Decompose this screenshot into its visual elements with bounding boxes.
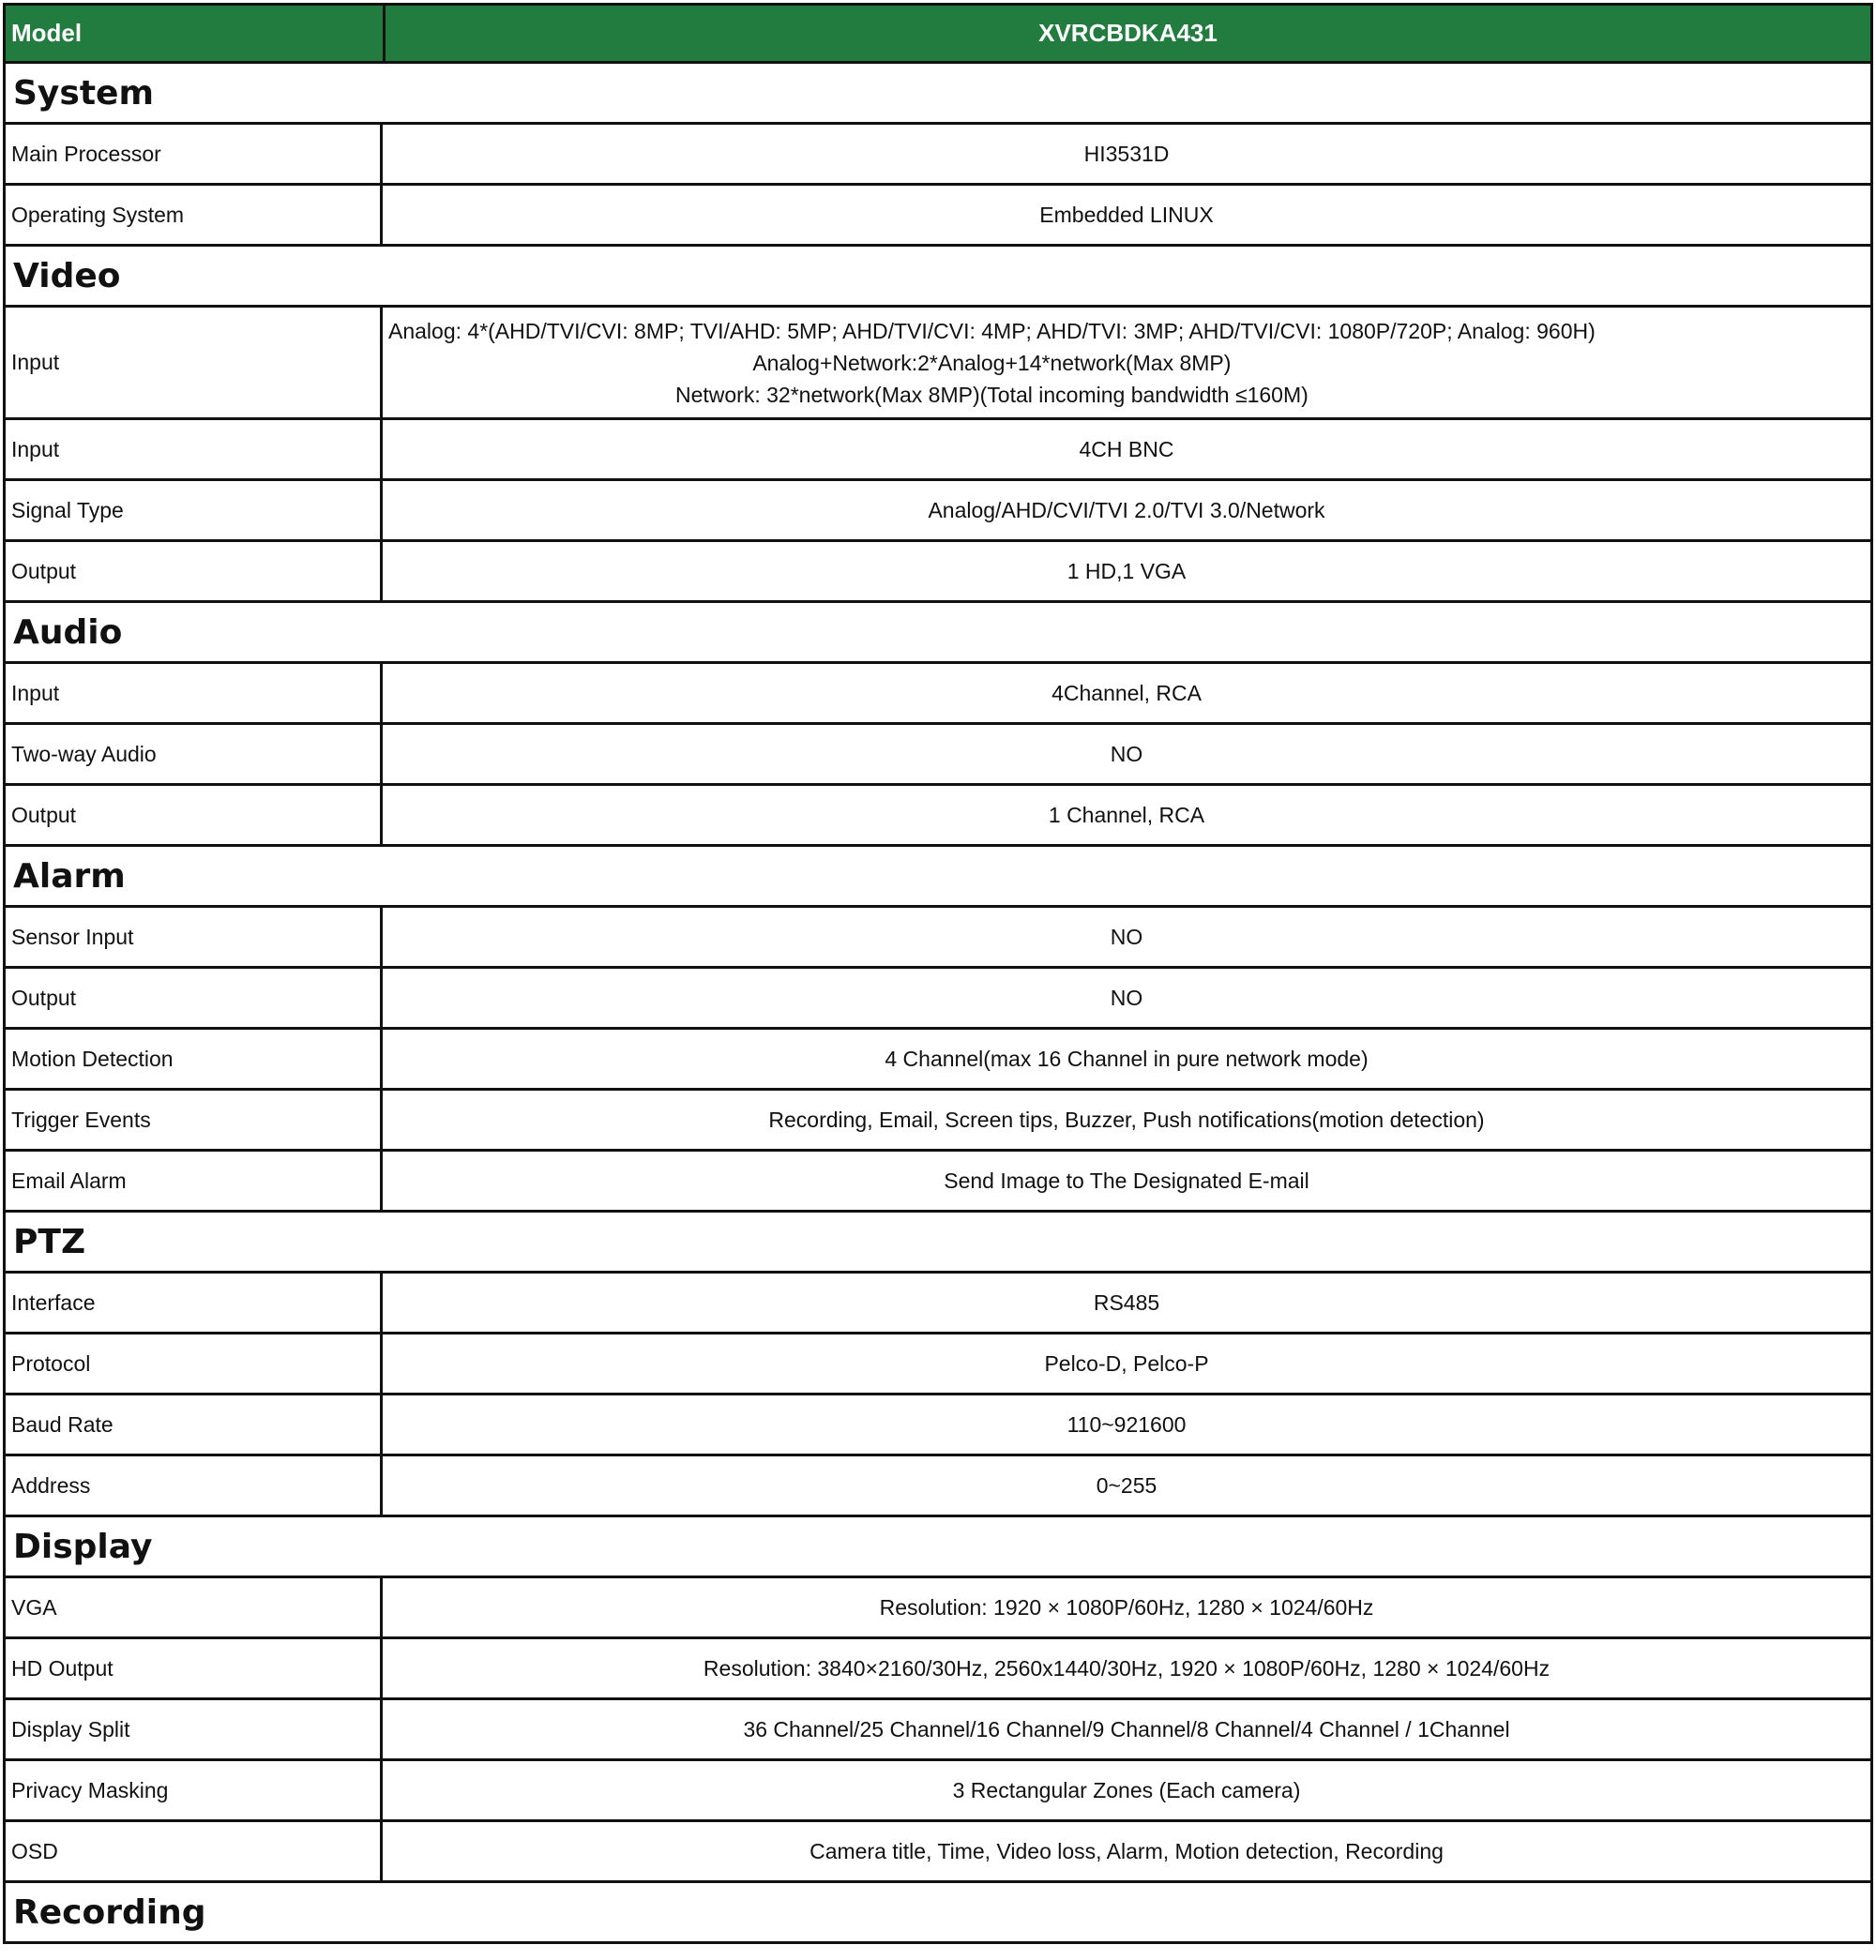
table-row bbox=[3, 125, 1873, 186]
table-row bbox=[3, 1152, 1873, 1213]
row-label: Output bbox=[3, 969, 383, 1027]
row-label: Two-way Audio bbox=[3, 725, 383, 783]
table-row bbox=[3, 1822, 1873, 1883]
row-label: Sensor Input bbox=[3, 908, 383, 966]
model-label: Model bbox=[6, 6, 386, 61]
row-value: Analog/AHD/CVI/TVI 2.0/TVI 3.0/Network bbox=[383, 481, 1873, 539]
row-label: Trigger Events bbox=[3, 1091, 383, 1149]
row-value: 36 Channel/25 Channel/16 Channel/9 Channel/8 Channel/4 Channel / 1Channel bbox=[383, 1700, 1873, 1758]
row-label: Input bbox=[3, 308, 383, 417]
table-row bbox=[3, 1395, 1873, 1456]
row-value: 3 Rectangular Zones (Each camera) bbox=[383, 1761, 1873, 1819]
table-row bbox=[3, 786, 1873, 847]
row-value: 4 Channel(max 16 Channel in pure network mode) bbox=[383, 1030, 1873, 1088]
row-value: Send Image to The Designated E-mail bbox=[383, 1152, 1873, 1210]
row-label: VGA bbox=[3, 1578, 383, 1636]
row-value: Resolution: 3840×2160/30Hz, 2560x1440/30Hz, 1920 × 1080P/60Hz, 1280 × 1024/60Hz bbox=[383, 1639, 1873, 1697]
row-value: Embedded LINUX bbox=[383, 186, 1873, 244]
section-ptz: PTZ bbox=[3, 1213, 1873, 1274]
table-row bbox=[3, 420, 1873, 481]
table-row bbox=[3, 1761, 1873, 1822]
row-label: Address bbox=[3, 1456, 383, 1515]
section-audio: Audio bbox=[3, 603, 1873, 664]
row-value: 1 HD,1 VGA bbox=[383, 542, 1873, 600]
multiline-value bbox=[388, 319, 1596, 407]
table-row bbox=[3, 308, 1873, 420]
table-row bbox=[3, 542, 1873, 603]
row-value: 4Channel, RCA bbox=[383, 664, 1873, 722]
table-row bbox=[3, 969, 1873, 1030]
row-value: NO bbox=[383, 908, 1873, 966]
table-row bbox=[3, 664, 1873, 725]
row-value: HI3531D bbox=[383, 125, 1873, 183]
row-label: Email Alarm bbox=[3, 1152, 383, 1210]
row-value: 0~255 bbox=[383, 1456, 1873, 1515]
row-value: 4CH BNC bbox=[383, 420, 1873, 478]
row-label: Input bbox=[3, 420, 383, 478]
table-row bbox=[3, 1030, 1873, 1091]
row-value bbox=[383, 308, 1873, 417]
section-alarm: Alarm bbox=[3, 847, 1873, 908]
row-value: Camera title, Time, Video loss, Alarm, Motion detection, Recording bbox=[383, 1822, 1873, 1880]
row-label: OSD bbox=[3, 1822, 383, 1880]
table-row bbox=[3, 481, 1873, 542]
row-label: Output bbox=[3, 786, 383, 844]
table-row bbox=[3, 1334, 1873, 1395]
table-row bbox=[3, 1456, 1873, 1517]
value-line: Analog: 4*(AHD/TVI/CVI: 8MP; TVI/AHD: 5MP; AHD/TVI/CVI: 4MP; AHD/TVI: 3MP; AHD/TVI/CVI: 1080P/720P; Analog: 960H) bbox=[388, 318, 1596, 343]
table-row bbox=[3, 725, 1873, 786]
row-value: NO bbox=[383, 725, 1873, 783]
section-recording: Recording bbox=[3, 1883, 1873, 1944]
row-label: Display Split bbox=[3, 1700, 383, 1758]
value-line: Network: 32*network(Max 8MP)(Total incoming bandwidth ≤160M) bbox=[674, 382, 1309, 407]
row-value: NO bbox=[383, 969, 1873, 1027]
table-row bbox=[3, 1639, 1873, 1700]
row-label: Operating System bbox=[3, 186, 383, 244]
row-label: Interface bbox=[3, 1274, 383, 1332]
table-row bbox=[3, 1274, 1873, 1334]
row-label: Output bbox=[3, 542, 383, 600]
row-value: Recording, Email, Screen tips, Buzzer, Push notifications(motion detection) bbox=[383, 1091, 1873, 1149]
row-label: Signal Type bbox=[3, 481, 383, 539]
table-row bbox=[3, 908, 1873, 969]
value-line: Analog+Network:2*Analog+14*network(Max 8MP) bbox=[752, 350, 1232, 375]
row-label: Motion Detection bbox=[3, 1030, 383, 1088]
table-row bbox=[3, 1091, 1873, 1152]
table-row bbox=[3, 1578, 1873, 1639]
row-value: 110~921600 bbox=[383, 1395, 1873, 1454]
model-value: XVRCBDKA431 bbox=[1038, 19, 1218, 47]
row-label: Privacy Masking bbox=[3, 1761, 383, 1819]
row-value: Pelco-D, Pelco-P bbox=[383, 1334, 1873, 1393]
spec-table bbox=[3, 3, 1873, 1944]
section-system: System bbox=[3, 64, 1873, 125]
table-row bbox=[3, 1700, 1873, 1761]
row-label: Baud Rate bbox=[3, 1395, 383, 1454]
section-video: Video bbox=[3, 247, 1873, 308]
row-label: HD Output bbox=[3, 1639, 383, 1697]
section-display: Display bbox=[3, 1517, 1873, 1578]
row-value: Resolution: 1920 × 1080P/60Hz, 1280 × 1024/60Hz bbox=[383, 1578, 1873, 1636]
row-label: Protocol bbox=[3, 1334, 383, 1393]
table-row bbox=[3, 186, 1873, 247]
model-header-row bbox=[3, 3, 1873, 64]
row-label: Input bbox=[3, 664, 383, 722]
row-value: 1 Channel, RCA bbox=[383, 786, 1873, 844]
row-label: Main Processor bbox=[3, 125, 383, 183]
row-value: RS485 bbox=[383, 1274, 1873, 1332]
